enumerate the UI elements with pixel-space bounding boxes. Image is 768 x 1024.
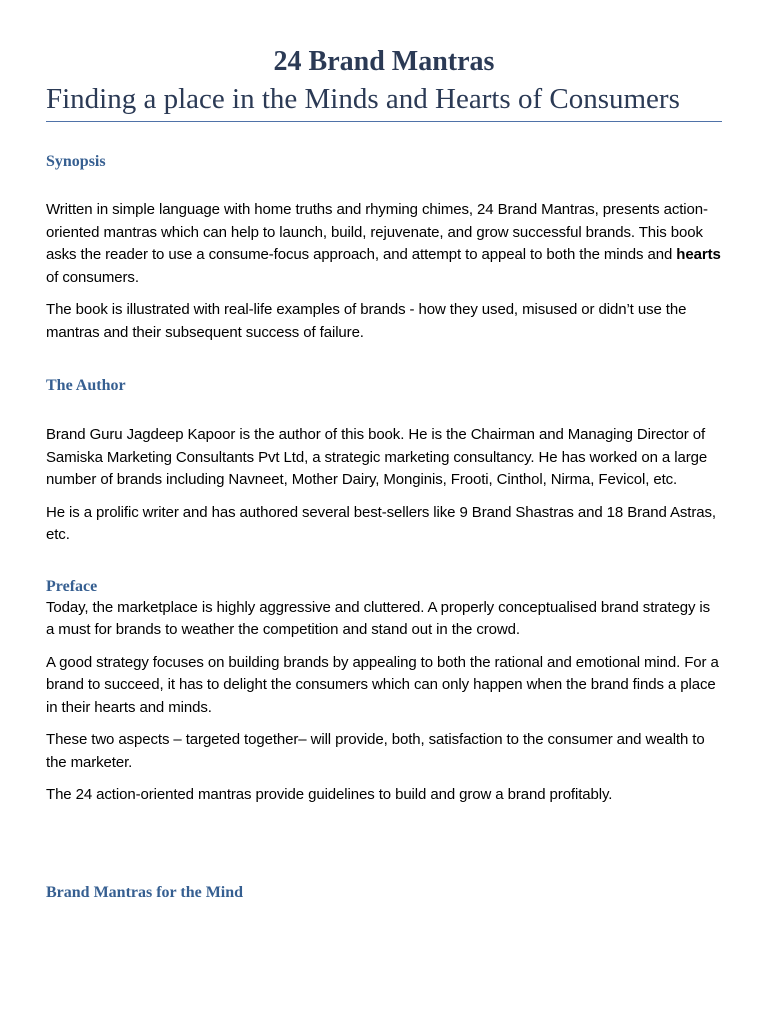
document-subtitle: Finding a place in the Minds and Hearts of Consumers bbox=[46, 82, 722, 122]
preface-paragraph-3: These two aspects – targeted together– will provide, both, satisfaction to the consumer and wealth to the marketer. bbox=[46, 731, 705, 771]
synopsis-paragraph-1 bbox=[46, 199, 722, 289]
preface-paragraph-2: A good strategy focuses on building brands by appealing to both the rational and emotional mind. For a brand to succeed, it has to delight the consumers which can only happen when the brand finds a place in their hearts and minds. bbox=[46, 653, 719, 716]
author-paragraph-2: He is a prolific writer and has authored several best-sellers like 9 Brand Shastras and 18 Brand Astras, etc. bbox=[46, 503, 716, 543]
mind-mantras-heading: Brand Mantras for the Mind bbox=[46, 883, 244, 901]
synopsis-heading: Synopsis bbox=[46, 153, 106, 170]
synopsis-text-start: Written in simple language with home truths and rhyming chimes, 24 Brand Mantras, presents action-oriented mantras which can help to launch, build, rejuvenate, and grow successful brands. This book asks the reader to use a consume-focus approach, and attempt to appeal to both the minds and bbox=[46, 201, 708, 263]
preface-paragraph-1: Today, the marketplace is highly aggressive and cluttered. A properly conceptualised brand strategy is a must for brands to weather the competition and stand out in the crowd. bbox=[46, 598, 711, 638]
preface-paragraph-4: The 24 action-oriented mantras provide guidelines to build and grow a brand profitably. bbox=[46, 786, 613, 803]
author-paragraph-1: Brand Guru Jagdeep Kapoor is the author of this book. He is the Chairman and Managing Director of Samiska Marketing Consultants Pvt Ltd, a strategic marketing consultancy. He has worked on a large number of brands including Navneet, Mother Dairy, Monginis, Frooti, Cinthol, Nirma, Fevicol, etc. bbox=[46, 426, 708, 488]
preface-heading: Preface bbox=[46, 577, 98, 595]
synopsis-bold-word: hearts bbox=[676, 246, 721, 263]
author-heading: The Author bbox=[46, 377, 126, 394]
document-page bbox=[46, 44, 722, 903]
synopsis-text-end: of consumers. bbox=[46, 268, 139, 286]
document-title: 24 Brand Mantras bbox=[273, 46, 495, 77]
synopsis-paragraph-2: The book is illustrated with real-life examples of brands - how they used, misused or didn’t use the mantras and their subsequent success of failure. bbox=[46, 301, 687, 341]
